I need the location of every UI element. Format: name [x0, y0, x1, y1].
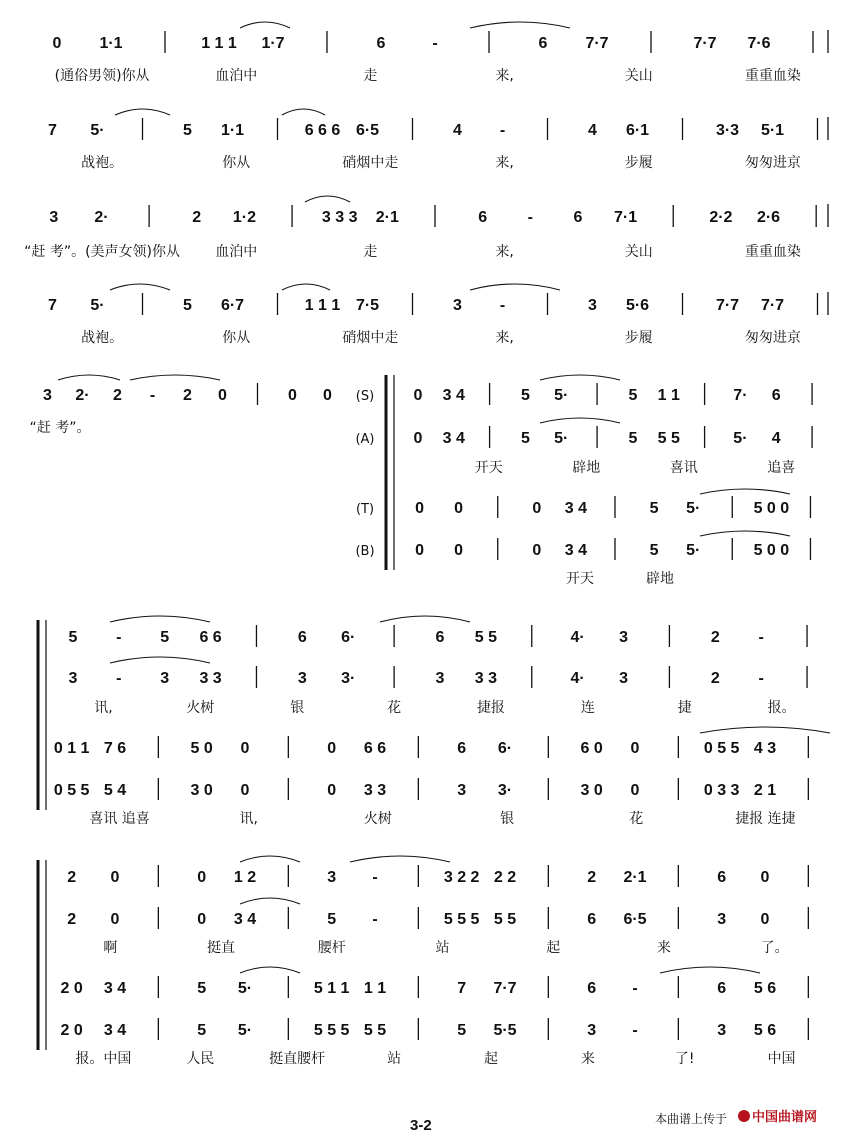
bass-lyric: 捷报 连捷: [735, 811, 796, 827]
notation-row-2: 6·5: [355, 122, 380, 139]
soprano-notes: 0: [760, 869, 770, 886]
slur: [110, 657, 210, 663]
soprano-notes: 2 2: [493, 869, 517, 886]
alto-lyric: 讯,: [94, 700, 113, 716]
alto-notes: 5 5 5: [443, 911, 480, 928]
notation-row-1: 0: [52, 35, 62, 52]
soprano-notes: 3: [619, 629, 628, 646]
notation-row-5: 2·: [75, 387, 90, 404]
slur: [282, 284, 330, 290]
notation-row-4: -: [499, 297, 506, 314]
alto-notes: 4: [771, 430, 781, 447]
notation-row-2: 4: [588, 122, 597, 139]
slur: [110, 616, 210, 622]
notation-row-4: 5: [183, 297, 192, 314]
notation-row-5: 2: [113, 387, 122, 404]
bass-notes: 0: [327, 782, 337, 799]
bass-notes: 2 1: [753, 782, 777, 799]
alto-lyric: 站: [435, 940, 450, 956]
tenor-notes: 6: [587, 980, 597, 997]
slur: [470, 284, 560, 290]
alto-lyric: 追喜: [767, 460, 796, 476]
alto-notes: 6: [587, 911, 597, 928]
bass-notes: 0: [630, 782, 640, 799]
bass-lyric: 辟地: [646, 571, 674, 587]
tenor-notes: 5 0: [190, 740, 213, 757]
tenor-notes: 0: [240, 740, 250, 757]
tenor-notes: 6·: [497, 740, 513, 757]
notation-row-2: 5: [183, 122, 192, 139]
bass-notes: 5: [457, 1022, 467, 1039]
voice-label-b: (B): [355, 544, 375, 559]
bass-notes: 0: [532, 542, 542, 559]
bass-notes: 3·: [497, 782, 513, 799]
tenor-notes: 0: [327, 740, 337, 757]
slur: [240, 967, 300, 973]
alto-notes: 3: [68, 670, 78, 687]
bass-lyric: 站: [387, 1051, 402, 1067]
soprano-notes: 5 5: [474, 629, 498, 646]
notation-row-4: 3: [588, 297, 597, 314]
slur: [350, 856, 450, 862]
tenor-notes: 2 0: [60, 980, 83, 997]
alto-notes: 0: [413, 430, 423, 447]
bass-notes: 0: [454, 542, 464, 559]
site-name: 中国曲谱网: [752, 1110, 818, 1125]
alto-notes: 3 4: [233, 911, 257, 928]
bass-notes: 0 5 5: [53, 782, 90, 799]
tenor-notes: 5·: [237, 980, 253, 997]
lyric-row-3: 血泊中: [215, 244, 258, 260]
bass-lyric: 花: [629, 811, 644, 827]
lyric-row-2: 硝烟中走: [342, 155, 399, 171]
slur: [130, 375, 220, 380]
bass-notes: 5·: [237, 1022, 253, 1039]
alto-notes: 2: [710, 670, 720, 687]
tenor-notes: 5 0 0: [753, 500, 790, 517]
alto-lyric: 辟地: [572, 460, 601, 476]
alto-lyric: 花: [387, 700, 402, 716]
soprano-notes: 6 6: [199, 629, 222, 646]
alto-notes: 3 4: [442, 430, 465, 447]
tenor-notes: 0: [415, 500, 424, 517]
tenor-notes: 5 1 1: [313, 980, 350, 997]
lyric-row-1: 来,: [495, 68, 514, 84]
bass-notes: 5: [197, 1022, 207, 1039]
tenor-notes: 0: [532, 500, 542, 517]
bass-lyric: 起: [483, 1051, 498, 1067]
alto-notes: 3: [435, 670, 445, 687]
soprano-notes: 5·: [554, 387, 569, 404]
alto-notes: 5 5: [493, 911, 517, 928]
bass-notes: 3: [457, 782, 467, 799]
lyric-row-1: 血泊中: [215, 68, 258, 84]
notation-row-4: 1 1 1: [304, 297, 341, 314]
bass-notes: 3 4: [564, 542, 588, 559]
alto-notes: 5: [520, 430, 530, 447]
soprano-notes: -: [758, 629, 764, 646]
lyric-row-2: 来,: [495, 155, 514, 171]
alto-notes: 6·5: [623, 911, 647, 928]
slur: [282, 109, 325, 115]
lyric-row-1: 关山: [624, 68, 653, 84]
alto-lyric: 连: [580, 700, 595, 716]
lyric-row-1: (通俗男领)你从: [54, 68, 150, 84]
alto-lyric: 银: [290, 700, 305, 716]
soprano-notes: 5: [68, 629, 78, 646]
soprano-notes: 5: [628, 387, 638, 404]
bass-lyric: 中国: [767, 1051, 796, 1067]
notation-row-4: 7·5: [355, 297, 380, 314]
notation-row-5: 2: [183, 387, 192, 404]
notation-row-4: 7: [48, 297, 57, 314]
slur: [660, 967, 760, 973]
notation-row-1: 1 1 1: [201, 35, 237, 52]
soprano-notes: 7·: [733, 387, 748, 404]
soprano-notes: 5: [160, 629, 170, 646]
bass-notes: 3 4: [103, 1022, 127, 1039]
bass-lyric: 讯,: [239, 811, 258, 827]
tenor-notes: 0: [454, 500, 464, 517]
tenor-notes: 3 4: [103, 980, 127, 997]
notation-row-1: 1·1: [99, 35, 123, 52]
notation-row-5: 3: [43, 387, 52, 404]
slur: [58, 375, 120, 380]
bass-notes: 5 5 5: [313, 1022, 350, 1039]
alto-lyric: 开天: [474, 460, 503, 476]
alto-notes: 3: [297, 670, 307, 687]
notation-row-2: 6·1: [625, 122, 650, 139]
notation-row-4: 5·6: [625, 297, 650, 314]
tenor-notes: 4 3: [753, 740, 777, 757]
notation-row-4: 5·: [90, 297, 105, 314]
lyric-row-3: 关山: [624, 244, 653, 260]
lyric-row-2: 匆匆进京: [744, 155, 801, 171]
lyric-row-5: “赶 考”。: [29, 420, 91, 436]
uploader-credit: 本曲谱上传于: [655, 1112, 728, 1126]
tenor-notes: 7·7: [493, 980, 517, 997]
bass-lyric: 来: [580, 1051, 595, 1067]
tenor-notes: 1 1: [363, 980, 387, 997]
soprano-notes: 6: [717, 869, 727, 886]
notation-row-1: 6: [538, 35, 548, 52]
soprano-notes: 1 1: [657, 387, 680, 404]
notation-row-1: -: [432, 35, 438, 52]
bass-notes: 0: [415, 542, 424, 559]
soprano-notes: 3 2 2: [443, 869, 480, 886]
lyric-row-2: 战袍。: [81, 155, 124, 171]
alto-lyric: 捷报: [476, 700, 505, 716]
alto-lyric: 啊: [103, 940, 118, 956]
alto-lyric: 喜讯: [669, 460, 698, 476]
notation-row-3: 3: [49, 209, 59, 226]
notation-row-2: 5·: [90, 122, 105, 139]
notation-row-1: 7·6: [747, 35, 771, 52]
soprano-notes: 2: [67, 869, 77, 886]
bass-notes: 0: [240, 782, 250, 799]
slur: [540, 418, 620, 423]
notation-row-1: 6: [376, 35, 386, 52]
slur: [305, 196, 350, 202]
tenor-notes: 5: [649, 500, 659, 517]
notation-row-3: 7·1: [614, 209, 638, 226]
bass-notes: 3 0: [190, 782, 213, 799]
alto-notes: 5 5: [657, 430, 680, 447]
lyric-row-3: 走: [363, 244, 378, 260]
alto-notes: 2: [67, 911, 77, 928]
bass-notes: 0 3 3: [703, 782, 740, 799]
voice-label-s: (S): [355, 389, 375, 404]
soprano-notes: 2·1: [623, 869, 647, 886]
slur: [700, 531, 790, 536]
logo-icon: [738, 1110, 750, 1122]
tenor-notes: 6: [457, 740, 467, 757]
notation-row-5: 0: [323, 387, 332, 404]
alto-notes: -: [116, 670, 122, 687]
lyric-row-4: 硝烟中走: [342, 330, 399, 346]
notation-row-2: 5·1: [760, 122, 785, 139]
alto-lyric: 来: [656, 940, 671, 956]
lyric-row-4: 来,: [495, 330, 514, 346]
alto-notes: 3: [619, 670, 628, 687]
notation-row-2: 6 6 6: [304, 122, 341, 139]
soprano-notes: 6·: [341, 629, 356, 646]
notation-row-5: 0: [288, 387, 297, 404]
tenor-notes: 5·: [686, 500, 701, 517]
slur: [240, 898, 300, 904]
notation-row-4: 7·7: [760, 297, 785, 314]
tenor-notes: 6 6: [363, 740, 387, 757]
slur: [700, 727, 830, 733]
bass-notes: -: [632, 1022, 638, 1039]
slur: [380, 616, 470, 622]
bass-notes: 3: [717, 1022, 727, 1039]
bass-lyric: 报。中国: [75, 1051, 132, 1067]
site-logo: [738, 1106, 817, 1125]
bass-notes: 5 0 0: [753, 542, 790, 559]
soprano-notes: 5: [520, 387, 530, 404]
alto-notes: 5: [327, 911, 337, 928]
bass-notes: 3 0: [580, 782, 603, 799]
bass-lyric: 挺直腰杆: [269, 1051, 326, 1067]
alto-lyric: 火树: [186, 700, 215, 716]
notation-row-3: 2·1: [375, 209, 399, 226]
notation-row-4: 7·7: [715, 297, 740, 314]
soprano-notes: 6: [771, 387, 781, 404]
tenor-notes: 0 5 5: [703, 740, 740, 757]
lyric-row-4: 战袍。: [81, 330, 124, 346]
bass-lyric: 了!: [674, 1051, 695, 1067]
alto-notes: 3 3: [474, 670, 498, 687]
bass-lyric: 人民: [186, 1051, 215, 1067]
soprano-notes: 4·: [570, 629, 585, 646]
notation-row-2: 1·1: [220, 122, 245, 139]
soprano-notes: 6: [297, 629, 307, 646]
soprano-notes: 1 2: [233, 869, 257, 886]
page-number: 3-2: [410, 1117, 432, 1134]
soprano-notes: -: [372, 869, 378, 886]
alto-lyric: 腰杆: [317, 940, 346, 956]
tenor-notes: 7 6: [103, 740, 127, 757]
soprano-notes: 6: [435, 629, 445, 646]
soprano-notes: -: [116, 629, 122, 646]
bass-notes: 5·5: [493, 1022, 517, 1039]
voice-label-t: (T): [355, 502, 375, 517]
lyric-row-4: 匆匆进京: [744, 330, 801, 346]
tenor-notes: 3 4: [564, 500, 588, 517]
tenor-notes: 5 6: [753, 980, 777, 997]
notation-row-3: 2·6: [756, 209, 781, 226]
alto-lyric: 捷: [677, 700, 692, 716]
lyric-row-4: 步履: [624, 330, 653, 346]
notation-row-2: 3·3: [715, 122, 740, 139]
alto-notes: 3: [717, 911, 727, 928]
notation-row-1: 7·7: [693, 35, 717, 52]
notation-row-3: 6: [573, 209, 583, 226]
slur: [240, 856, 300, 862]
lyric-row-1: 走: [363, 68, 378, 84]
alto-lyric: 报。: [767, 700, 796, 716]
alto-lyric: 起: [546, 940, 561, 956]
alto-notes: 4·: [570, 670, 585, 687]
notation-row-5: 0: [218, 387, 227, 404]
lyric-row-3: 来,: [495, 244, 514, 260]
slur: [110, 284, 170, 290]
soprano-notes: 0: [413, 387, 423, 404]
lyric-row-3: 重重血染: [744, 244, 801, 260]
tenor-notes: 7: [457, 980, 467, 997]
bass-notes: 5: [649, 542, 659, 559]
alto-lyric: 挺直: [207, 940, 236, 956]
notation-row-4: 6·7: [220, 297, 245, 314]
bass-notes: 5 5: [363, 1022, 387, 1039]
bass-notes: 3: [587, 1022, 597, 1039]
notation-row-2: -: [499, 122, 506, 139]
tenor-notes: 0 1 1: [53, 740, 90, 757]
tenor-notes: -: [632, 980, 638, 997]
tenor-notes: 6 0: [580, 740, 603, 757]
bass-lyric: 开天: [566, 571, 594, 587]
bass-lyric: 喜讯 追喜: [89, 811, 150, 827]
notation-row-5: -: [149, 387, 156, 404]
bass-lyric: 银: [500, 811, 515, 827]
alto-notes: 5·: [554, 430, 569, 447]
lyric-row-1: 重重血染: [744, 68, 801, 84]
soprano-notes: 2: [587, 869, 597, 886]
alto-notes: 5: [628, 430, 638, 447]
lyric-row-4: 你从: [222, 330, 251, 346]
slur: [240, 22, 290, 28]
notation-row-4: 3: [453, 297, 462, 314]
notation-row-2: 4: [453, 122, 462, 139]
notation-row-3: 3 3 3: [321, 209, 358, 226]
notation-row-3: 2·: [94, 209, 109, 226]
soprano-notes: 3 4: [442, 387, 465, 404]
notation-row-3: 2: [192, 209, 202, 226]
alto-notes: 5·: [733, 430, 748, 447]
soprano-notes: 0: [197, 869, 207, 886]
notation-row-1: 7·7: [585, 35, 609, 52]
alto-notes: 3 3: [199, 670, 222, 687]
alto-notes: 0: [197, 911, 207, 928]
notation-row-3: -: [527, 209, 533, 226]
alto-notes: 3·: [341, 670, 356, 687]
bass-notes: 5 4: [103, 782, 127, 799]
lyric-row-2: 步履: [624, 155, 653, 171]
soprano-notes: 0: [110, 869, 120, 886]
soprano-notes: 2: [710, 629, 720, 646]
bass-notes: 2 0: [60, 1022, 83, 1039]
notation-row-3: 6: [478, 209, 488, 226]
alto-notes: 0: [110, 911, 120, 928]
notation-row-3: 2·2: [709, 209, 733, 226]
alto-notes: 0: [760, 911, 770, 928]
alto-notes: 3: [160, 670, 170, 687]
tenor-notes: 5: [197, 980, 207, 997]
tenor-notes: 0: [630, 740, 640, 757]
lyric-row-3: “赶 考”。(美声女领)你从: [24, 244, 181, 260]
slur: [115, 109, 170, 115]
notation-row-3: 1·2: [232, 209, 256, 226]
slur: [700, 489, 790, 494]
notation-row-1: 1·7: [261, 35, 285, 52]
soprano-notes: 3: [327, 869, 337, 886]
alto-notes: -: [372, 911, 378, 928]
bass-notes: 5 6: [753, 1022, 777, 1039]
slur: [540, 375, 620, 380]
alto-notes: -: [758, 670, 764, 687]
notation-row-2: 7: [48, 122, 57, 139]
bass-notes: 5·: [686, 542, 701, 559]
slur: [470, 22, 570, 28]
bass-notes: 3 3: [363, 782, 387, 799]
voice-label-a: (A): [355, 432, 375, 447]
lyric-row-2: 你从: [222, 155, 251, 171]
alto-lyric: 了。: [760, 940, 789, 956]
bass-lyric: 火树: [363, 811, 392, 827]
tenor-notes: 6: [717, 980, 727, 997]
